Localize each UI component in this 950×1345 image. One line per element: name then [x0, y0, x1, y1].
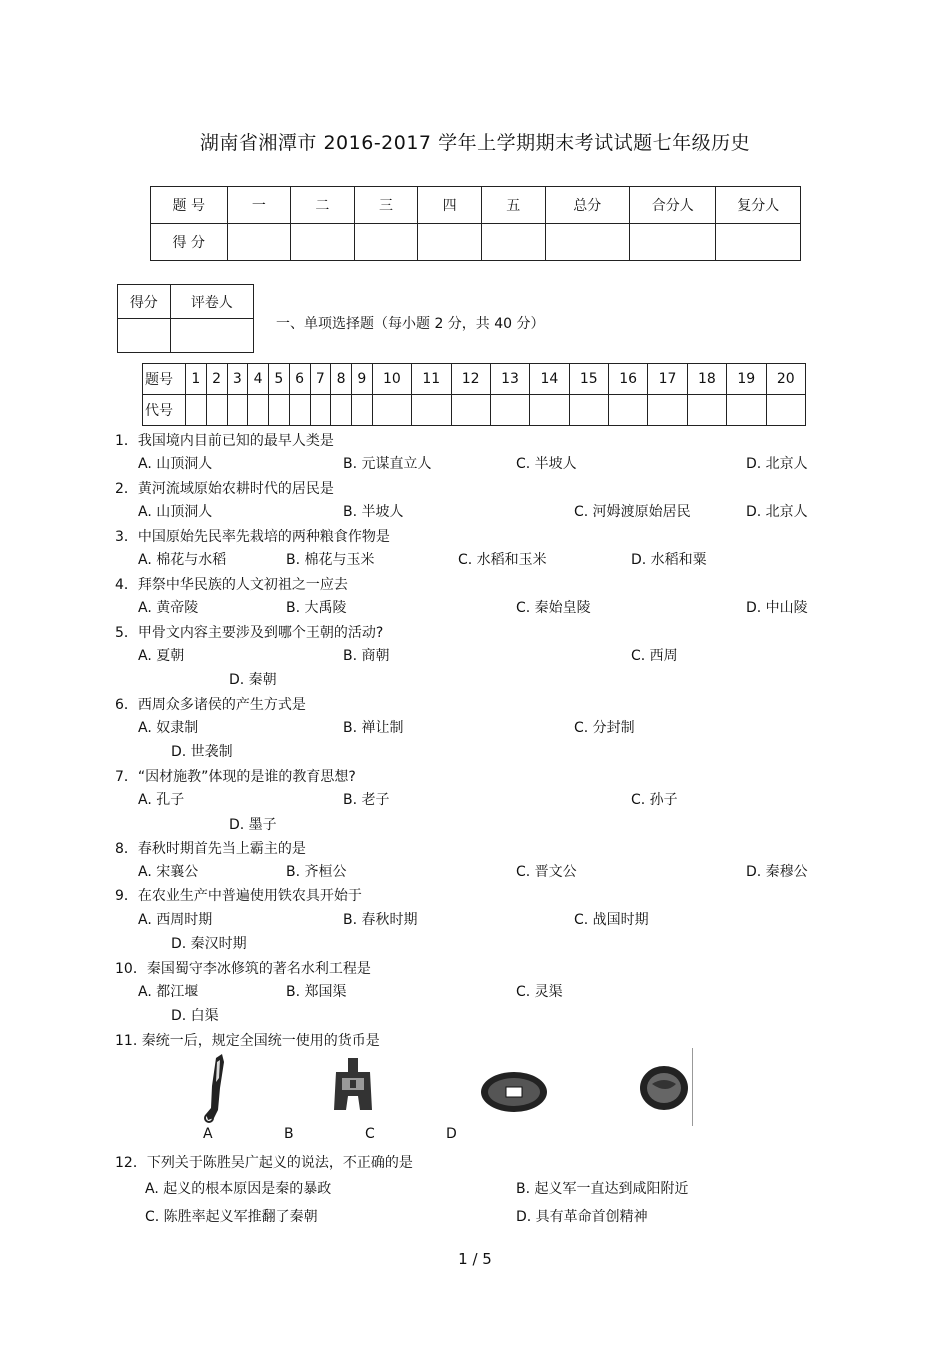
answer-code-cell	[530, 395, 569, 426]
question-1: 1．我国境内目前已知的最早人类是	[115, 433, 334, 449]
option: B. 半坡人	[343, 504, 404, 520]
option: A. 西周时期	[138, 912, 213, 928]
score-header-cell: 复分人	[716, 187, 801, 224]
coin-label-c: C	[365, 1126, 375, 1142]
option: A. 山顶洞人	[138, 456, 213, 472]
answer-number-cell: 4	[248, 364, 269, 395]
answer-number-cell: 1	[186, 364, 207, 395]
option: B. 春秋时期	[343, 912, 418, 928]
answer-code-cell	[490, 395, 529, 426]
page-number: 1 / 5	[458, 1250, 492, 1268]
score-cell	[630, 224, 716, 261]
option: B. 禅让制	[343, 720, 404, 736]
answer-row-label: 题号	[143, 364, 186, 395]
answer-number-cell: 10	[372, 364, 411, 395]
answer-number-cell: 17	[648, 364, 687, 395]
score-row-label: 得 分	[151, 224, 228, 261]
option: A. 奴隶制	[138, 720, 199, 736]
option: A. 孔子	[138, 792, 185, 808]
option: D. 秦朝	[229, 672, 277, 688]
answer-code-cell	[609, 395, 648, 426]
coin-label-a: A	[203, 1126, 213, 1142]
answer-number-cell: 5	[269, 364, 290, 395]
grader-name-cell	[170, 319, 253, 353]
score-cell	[481, 224, 545, 261]
question-12: 12．下列关于陈胜吴广起义的说法，不正确的是	[115, 1155, 413, 1171]
option: B. 起义军一直达到咸阳附近	[516, 1181, 689, 1197]
answer-code-row	[143, 395, 806, 426]
answer-code-cell	[310, 395, 331, 426]
coin-label-b: B	[284, 1126, 294, 1142]
answer-number-row	[143, 364, 806, 395]
score-cell	[545, 224, 629, 261]
option: C. 晋文公	[516, 864, 577, 880]
answer-number-cell: 7	[310, 364, 331, 395]
answer-number-cell: 16	[609, 364, 648, 395]
coin-images-svg	[200, 1048, 692, 1126]
score-table-header-row	[151, 187, 801, 224]
answer-row-label: 代号	[143, 395, 186, 426]
option: D. 秦汉时期	[171, 936, 247, 952]
grader-name-label: 评卷人	[170, 285, 253, 319]
score-header-cell: 五	[481, 187, 545, 224]
answer-number-cell: 14	[530, 364, 569, 395]
option: D. 水稻和粟	[631, 552, 707, 568]
option: C. 秦始皇陵	[516, 600, 591, 616]
option: C. 西周	[631, 648, 678, 664]
answer-code-cell	[687, 395, 726, 426]
option: B. 元谋直立人	[343, 456, 432, 472]
option: A. 棉花与水稻	[138, 552, 227, 568]
answer-code-cell	[269, 395, 290, 426]
answer-code-cell	[569, 395, 608, 426]
question-7: 7．“因材施教”体现的是谁的教育思想?	[115, 769, 356, 785]
option: D. 秦穆公	[746, 864, 808, 880]
score-table-score-row	[151, 224, 801, 261]
answer-code-cell	[451, 395, 490, 426]
document-title: 湖南省湘潭市 2016-2017 学年上学期期末考试试题七年级历史	[199, 132, 751, 154]
score-cell	[227, 224, 291, 261]
answer-code-cell	[186, 395, 207, 426]
option: C. 水稻和玉米	[458, 552, 547, 568]
answer-number-cell: 20	[766, 364, 806, 395]
option: C. 河姆渡原始居民	[574, 504, 691, 520]
score-cell	[418, 224, 482, 261]
score-table	[150, 186, 801, 261]
option: D. 世袭制	[171, 744, 233, 760]
option: A. 宋襄公	[138, 864, 199, 880]
score-header-cell: 四	[418, 187, 482, 224]
answer-number-cell: 12	[451, 364, 490, 395]
score-cell	[354, 224, 418, 261]
question-4: 4．拜祭中华民族的人文初祖之一应去	[115, 577, 348, 593]
answer-code-cell	[412, 395, 451, 426]
score-header-cell: 合分人	[630, 187, 716, 224]
grader-score-cell	[118, 319, 171, 353]
option: C. 灵渠	[516, 984, 563, 1000]
option: D. 墨子	[229, 817, 277, 833]
spade-coin-image	[334, 1058, 372, 1110]
answer-number-cell: 19	[727, 364, 766, 395]
option: C. 分封制	[574, 720, 635, 736]
question-2: 2．黄河流域原始农耕时代的居民是	[115, 481, 334, 497]
option: B. 棉花与玉米	[286, 552, 375, 568]
option: B. 齐桓公	[286, 864, 347, 880]
answer-number-cell: 15	[569, 364, 608, 395]
question-5: 5．甲骨文内容主要涉及到哪个王朝的活动?	[115, 625, 384, 641]
option: A. 起义的根本原因是秦的暴政	[145, 1181, 332, 1197]
answer-table	[142, 363, 806, 426]
grader-score-label: 得分	[118, 285, 171, 319]
answer-number-cell: 11	[412, 364, 451, 395]
answer-code-cell	[372, 395, 411, 426]
answer-code-cell	[648, 395, 687, 426]
option: C. 孙子	[631, 792, 678, 808]
answer-code-cell	[331, 395, 352, 426]
answer-code-cell	[352, 395, 373, 426]
answer-number-cell: 18	[687, 364, 726, 395]
option: A. 夏朝	[138, 648, 185, 664]
answer-code-cell	[248, 395, 269, 426]
answer-number-cell: 8	[331, 364, 352, 395]
option: D. 中山陵	[746, 600, 808, 616]
question-8: 8．春秋时期首先当上霸主的是	[115, 841, 306, 857]
option: B. 商朝	[343, 648, 390, 664]
score-header-cell: 总分	[545, 187, 629, 224]
answer-code-cell	[206, 395, 227, 426]
score-cell	[291, 224, 355, 261]
section-heading: 一、单项选择题（每小题 2 分，共 40 分）	[276, 316, 545, 332]
option: A. 都江堰	[138, 984, 199, 1000]
option: C. 半坡人	[516, 456, 577, 472]
score-header-cell: 题 号	[151, 187, 228, 224]
score-header-cell: 一	[227, 187, 291, 224]
score-header-cell: 二	[291, 187, 355, 224]
option: B. 大禹陵	[286, 600, 347, 616]
option: D. 具有革命首创精神	[516, 1209, 648, 1225]
answer-number-cell: 2	[206, 364, 227, 395]
score-header-cell: 三	[354, 187, 418, 224]
coin-label-d: D	[446, 1126, 457, 1142]
option: B. 老子	[343, 792, 390, 808]
question-9: 9．在农业生产中普遍使用铁农具开始于	[115, 888, 362, 904]
question-10: 10．秦国蜀守李冰修筑的著名水利工程是	[115, 961, 371, 977]
score-cell	[716, 224, 801, 261]
question-3: 3．中国原始先民率先栽培的两种粮食作物是	[115, 529, 390, 545]
answer-code-cell	[766, 395, 806, 426]
answer-number-cell: 3	[227, 364, 248, 395]
option: D. 北京人	[746, 504, 808, 520]
round-coin-image	[640, 1066, 688, 1110]
answer-code-cell	[227, 395, 248, 426]
question-11: 11. 秦统一后，规定全国统一使用的货币是	[115, 1033, 380, 1049]
option: A. 黄帝陵	[138, 600, 199, 616]
option: C. 陈胜率起义军推翻了秦朝	[145, 1209, 318, 1225]
answer-code-cell	[727, 395, 766, 426]
coin-images	[200, 1048, 693, 1126]
question-6: 6．西周众多诸侯的产生方式是	[115, 697, 306, 713]
option: B. 郑国渠	[286, 984, 347, 1000]
round-square-hole-coin-image	[481, 1072, 547, 1112]
option: A. 山顶洞人	[138, 504, 213, 520]
grader-table	[117, 284, 254, 353]
option: D. 白渠	[171, 1008, 219, 1024]
answer-number-cell: 6	[289, 364, 310, 395]
knife-coin-image	[205, 1054, 224, 1122]
option: D. 北京人	[746, 456, 808, 472]
answer-number-cell: 13	[490, 364, 529, 395]
option: C. 战国时期	[574, 912, 649, 928]
answer-code-cell	[289, 395, 310, 426]
answer-number-cell: 9	[352, 364, 373, 395]
